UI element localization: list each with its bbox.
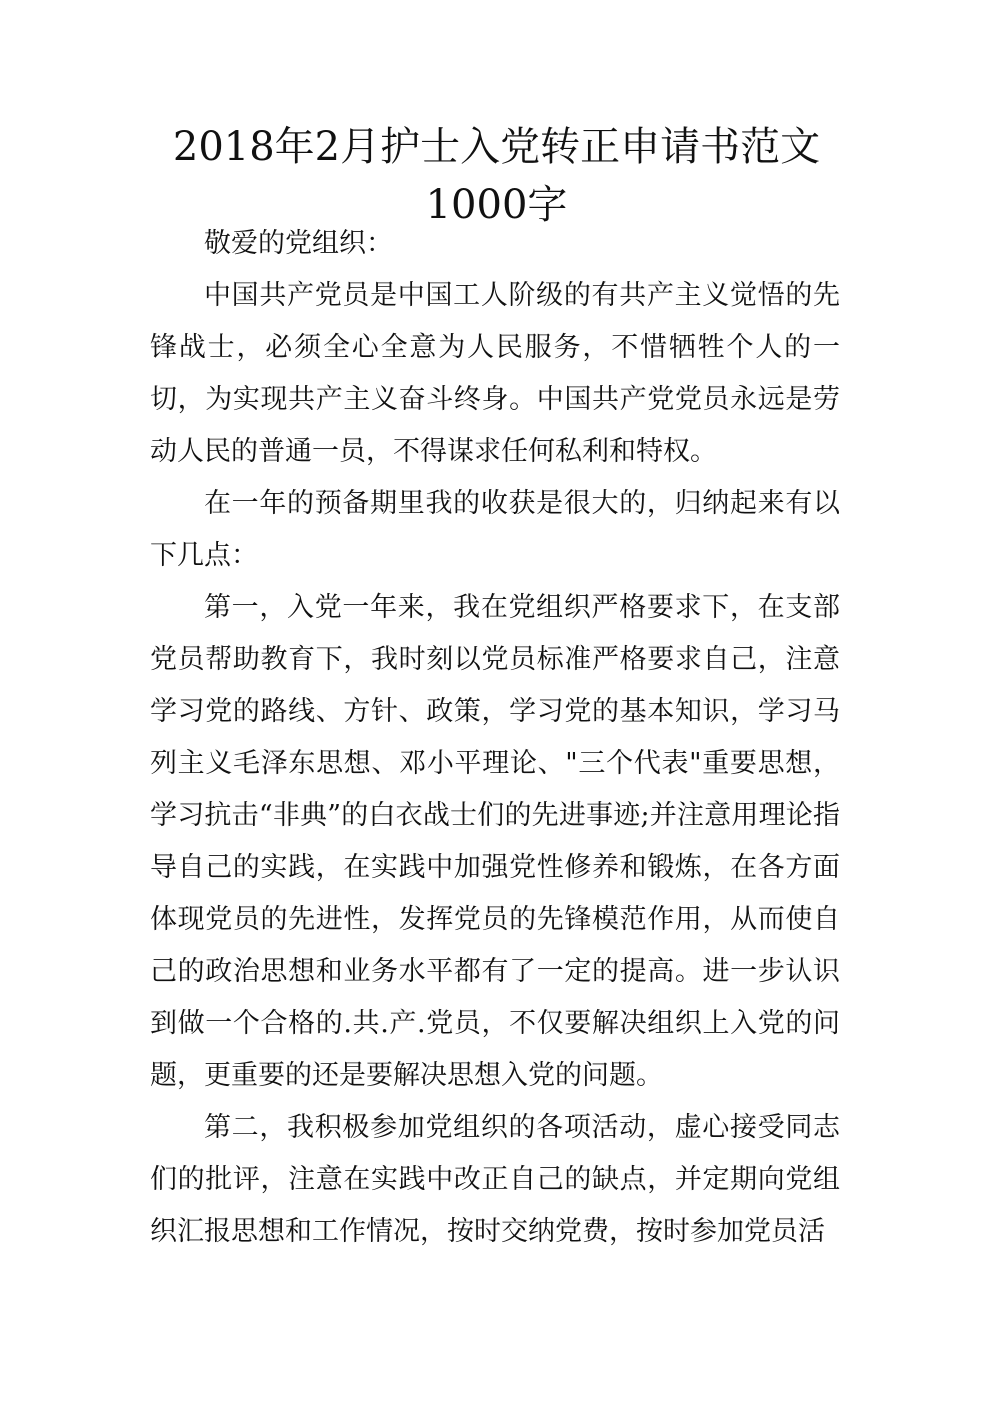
document-title: 2018年2月护士入党转正申请书范文1000字 xyxy=(172,124,821,228)
document-body xyxy=(150,218,840,1258)
paragraph: 第一，入党一年来，我在党组织严格要求下，在支部党员帮助教育下，我时刻以党员标准严格要求自己，注意学习党的路线、方针、政策，学习党的基本知识，学习马列主义毛泽东思想、邓小平理论、"三个代表"重要思想，学习抗击“非典”的白衣战士们的先进事迹;并注意用理论指导自己的实践，在实践中加强党性修养和锻炼，在各方面体现党员的先进性，发挥党员的先锋模范作用，从而使自己的政治思想和业务水平都有了一定的提高。进一步认识到做一个合格的.共.产.党员，不仅要解决组织上入党的问题，更重要的还是要解决思想入党的问题。 xyxy=(150,592,840,1091)
paragraph: 第二，我积极参加党组织的各项活动，虚心接受同志们的批评，注意在实践中改正自己的缺点，并定期向党组织汇报思想和工作情况，按时交纳党费，按时参加党员活 xyxy=(150,1112,840,1247)
paragraph: 在一年的预备期里我的收获是很大的，归纳起来有以下几点： xyxy=(150,488,840,571)
salutation: 敬爱的党组织： xyxy=(204,228,393,259)
paragraph: 中国共产党员是中国工人阶级的有共产主义觉悟的先锋战士，必须全心全意为人民服务，不惜牺牲个人的一切，为实现共产主义奋斗终身。中国共产党党员永远是劳动人民的普通一员，不得谋求任何私利和特权。 xyxy=(150,280,840,467)
